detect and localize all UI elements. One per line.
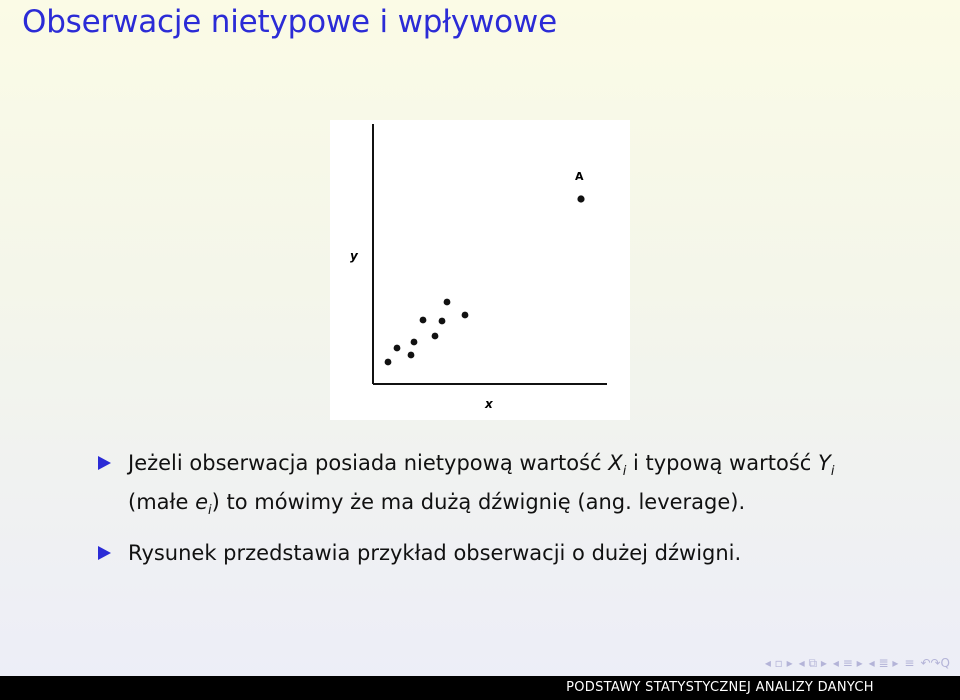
triangle-bullet-icon [98,456,111,470]
math-subscript: i [622,464,627,480]
bullet-text: i typową wartość [626,451,818,475]
data-point-a [577,195,584,202]
x-axis-label: x [485,397,493,411]
math-subscript: i [208,503,212,519]
data-point [394,345,401,352]
nav-frame-right-icon[interactable]: ◂ ≣ ▸ [868,656,899,670]
bullet-text: Rysunek przedstawia przykład obserwacji o dużej dźwigni. [128,541,742,566]
nav-search-icon[interactable]: ↶↷Q [920,656,950,670]
data-point [462,312,469,319]
bullet-text: Jeżeli obserwacja posiada nietypową wartość [128,451,609,475]
footer-course-title: PODSTAWY STATYSTYCZNEJ ANALIZY DANYCH [480,676,960,700]
beamer-navigation [765,652,950,674]
data-point [385,359,392,366]
math-symbol: Y [817,451,831,475]
data-point [408,352,415,359]
scatter-svg [330,120,630,420]
bullet-item [98,448,898,526]
bullet-list [98,448,898,580]
bullet-text: (małe [128,490,196,515]
scatter-figure [330,120,630,420]
math-symbol: X [608,451,623,475]
math-subscript: i [830,464,835,480]
data-point [411,339,418,346]
nav-section-icon[interactable]: ◂ ≡ ▸ [832,656,863,670]
math-symbol: e [195,490,209,515]
point-a-label: A [575,170,584,183]
data-point [439,318,446,325]
nav-frame-left-icon[interactable]: ◂ ▫ ▸ [764,656,793,670]
nav-subsection-icon[interactable]: ◂ ⧉ ▸ [798,655,827,670]
footer-bar [0,676,960,700]
y-axis-label: y [350,249,358,263]
bullet-text: ) to mówimy że ma dużą dźwignię (ang. leverage). [211,490,746,515]
slide-title: Obserwacje nietypowe i wpływowe [22,4,557,40]
triangle-bullet-icon [98,546,111,560]
nav-align-icon[interactable]: ≡ [904,656,915,670]
data-point [420,317,427,324]
data-point [444,299,451,306]
data-point [432,333,439,340]
bullet-item [98,538,898,568]
